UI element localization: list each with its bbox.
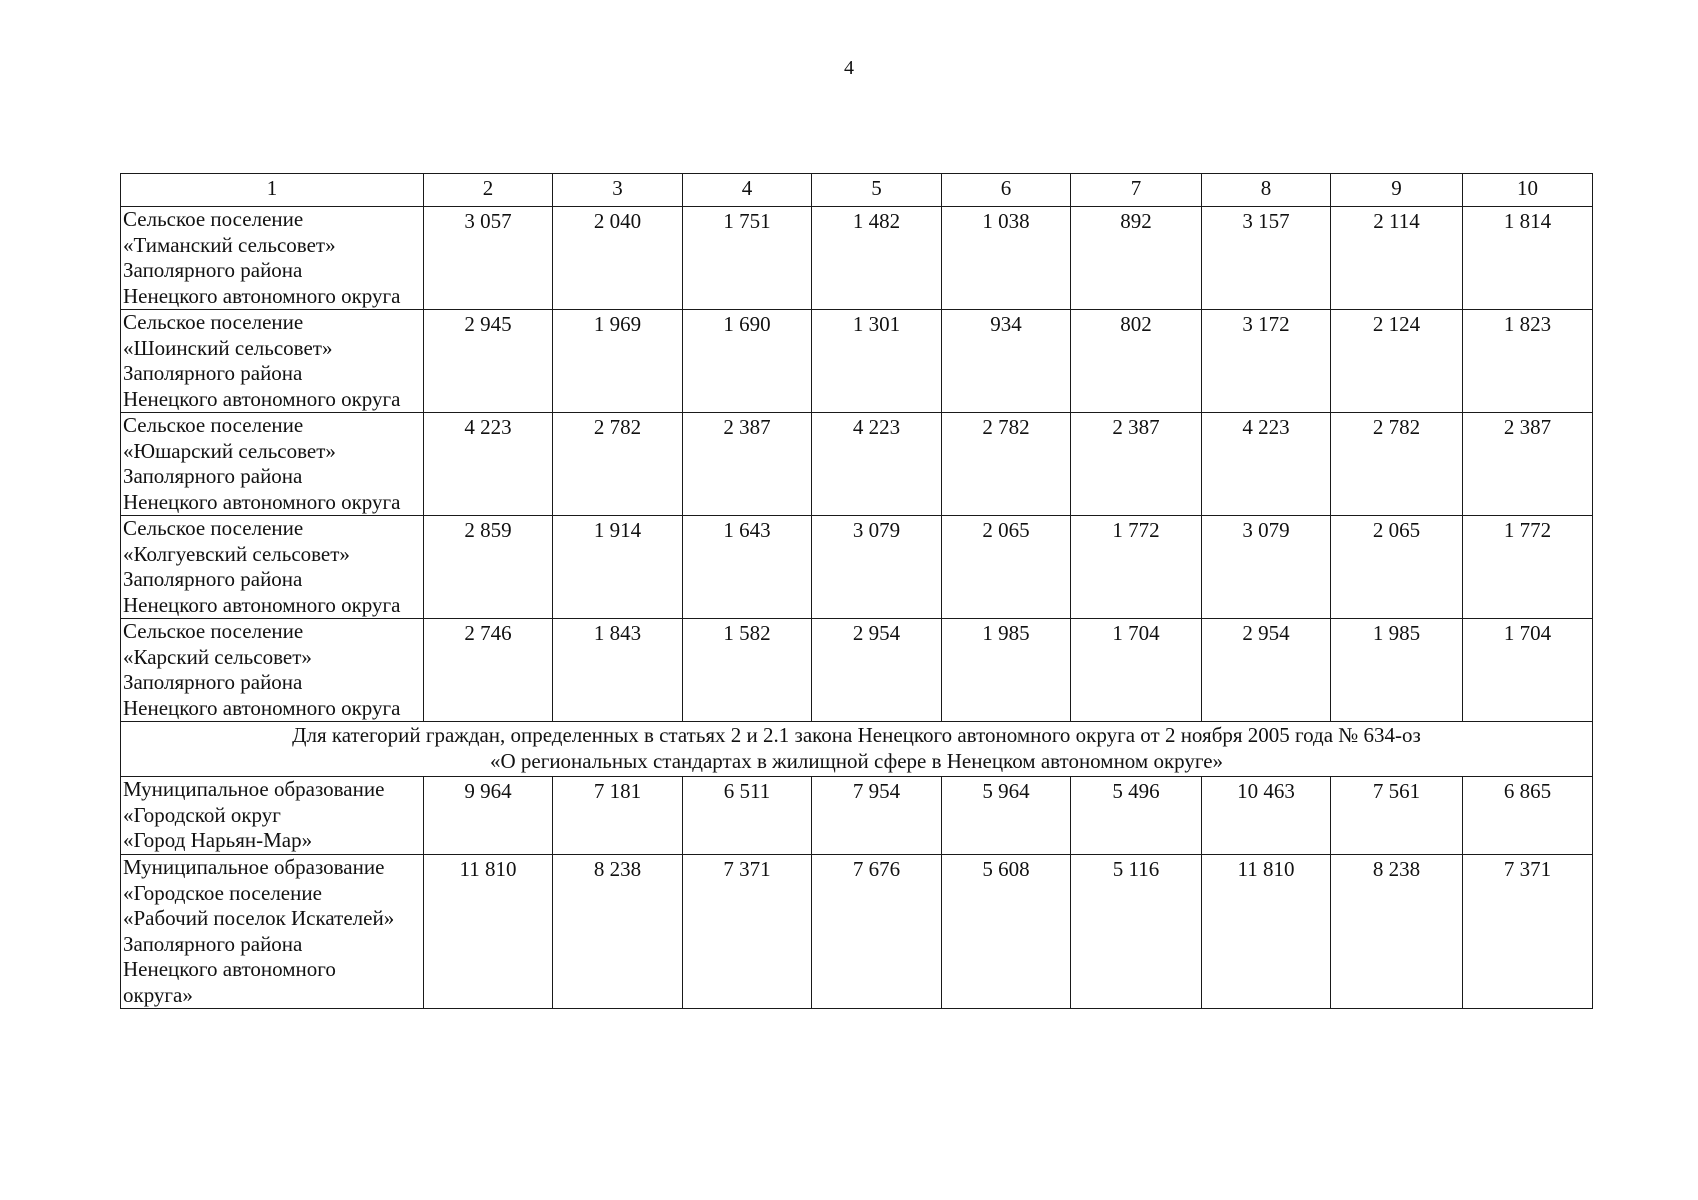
value-cell-col-7: 5 116 (1071, 855, 1202, 1009)
data-table (120, 173, 1593, 1009)
value-cell-col-9: 8 238 (1331, 855, 1463, 1009)
table-row (121, 413, 1593, 516)
row-name-cell (121, 619, 424, 722)
value-cell-col-2: 9 964 (424, 777, 553, 855)
row-name-line: Ненецкого автономного округа (123, 386, 401, 411)
row-name-line: Заполярного района (123, 258, 303, 282)
value-cell-col-4: 1 582 (683, 619, 812, 722)
row-name-line: «Городское поселение (123, 880, 322, 905)
value-cell-col-6: 1 038 (942, 207, 1071, 310)
row-name-cell (121, 777, 424, 855)
value-cell-col-10: 1 772 (1463, 516, 1593, 619)
row-name-line: «Город Нарьян-Мар» (123, 828, 313, 852)
value-cell-col-5: 3 079 (812, 516, 942, 619)
row-name-line: Ненецкого автономного округа (123, 592, 401, 617)
value-cell-col-2: 2 945 (424, 310, 553, 413)
column-header-row (121, 174, 1593, 207)
row-name-line: Сельское поселение (123, 207, 304, 231)
row-name-line: Заполярного района (123, 670, 303, 694)
column-header-8: 8 (1202, 174, 1331, 207)
table-row (121, 619, 1593, 722)
row-name-line: «Колгуевский сельсовет» (123, 541, 350, 566)
value-cell-col-5: 7 676 (812, 855, 942, 1009)
value-cell-col-2: 11 810 (424, 855, 553, 1009)
column-header-10: 10 (1463, 174, 1593, 207)
value-cell-col-6: 934 (942, 310, 1071, 413)
table-row (121, 777, 1593, 855)
value-cell-col-9: 2 782 (1331, 413, 1463, 516)
table-row (121, 855, 1593, 1009)
value-cell-col-7: 5 496 (1071, 777, 1202, 855)
value-cell-col-4: 1 643 (683, 516, 812, 619)
row-name-line: Ненецкого автономного округа (123, 283, 401, 308)
row-name-line: Заполярного района (123, 567, 303, 591)
row-name-line: «Юшарский сельсовет» (123, 438, 336, 463)
value-cell-col-6: 1 985 (942, 619, 1071, 722)
value-cell-col-9: 2 124 (1331, 310, 1463, 413)
value-cell-col-2: 3 057 (424, 207, 553, 310)
category-group-header-line: Для категорий граждан, определенных в статьях 2 и 2.1 закона Ненецкого автономного округа от 2 ноября 2005 года № 634-оз (292, 723, 1421, 747)
row-name-cell (121, 516, 424, 619)
value-cell-col-7: 1 704 (1071, 619, 1202, 722)
value-cell-col-5: 1 301 (812, 310, 942, 413)
value-cell-col-8: 3 172 (1202, 310, 1331, 413)
row-name-line: «Тиманский сельсовет» (123, 232, 336, 257)
row-name-cell (121, 413, 424, 516)
value-cell-col-4: 6 511 (683, 777, 812, 855)
row-name-line: «Карский сельсовет» (123, 644, 312, 669)
row-name-line: «Шоинский сельсовет» (123, 335, 333, 360)
value-cell-col-10: 6 865 (1463, 777, 1593, 855)
category-group-header (121, 722, 1593, 777)
value-cell-col-8: 2 954 (1202, 619, 1331, 722)
column-header-7: 7 (1071, 174, 1202, 207)
row-name-line: Сельское поселение (123, 310, 304, 334)
value-cell-col-10: 1 814 (1463, 207, 1593, 310)
value-cell-col-9: 7 561 (1331, 777, 1463, 855)
value-cell-col-3: 1 843 (553, 619, 683, 722)
row-name-line: Муниципальное образование (123, 777, 385, 801)
value-cell-col-2: 2 746 (424, 619, 553, 722)
value-cell-col-3: 1 914 (553, 516, 683, 619)
value-cell-col-2: 4 223 (424, 413, 553, 516)
table-row (121, 207, 1593, 310)
value-cell-col-4: 1 751 (683, 207, 812, 310)
row-name-line: Сельское поселение (123, 516, 304, 540)
category-group-header-line: «О региональных стандартах в жилищной сфере в Ненецком автономном округе» (489, 748, 1224, 773)
category-group-header-row (121, 722, 1593, 777)
value-cell-col-4: 1 690 (683, 310, 812, 413)
row-name-line: «Рабочий поселок Искателей» (123, 906, 395, 930)
value-cell-col-8: 3 157 (1202, 207, 1331, 310)
column-header-9: 9 (1331, 174, 1463, 207)
value-cell-col-9: 2 114 (1331, 207, 1463, 310)
row-name-cell (121, 207, 424, 310)
row-name-line: Заполярного района (123, 464, 303, 488)
value-cell-col-9: 1 985 (1331, 619, 1463, 722)
value-cell-col-10: 1 704 (1463, 619, 1593, 722)
value-cell-col-3: 8 238 (553, 855, 683, 1009)
value-cell-col-3: 2 040 (553, 207, 683, 310)
value-cell-col-10: 2 387 (1463, 413, 1593, 516)
table-row (121, 516, 1593, 619)
value-cell-col-5: 4 223 (812, 413, 942, 516)
value-cell-col-6: 5 608 (942, 855, 1071, 1009)
value-cell-col-6: 5 964 (942, 777, 1071, 855)
table-row (121, 310, 1593, 413)
row-name-cell (121, 855, 424, 1009)
row-name-line: Ненецкого автономного (123, 957, 336, 981)
column-header-6: 6 (942, 174, 1071, 207)
value-cell-col-3: 2 782 (553, 413, 683, 516)
table-body (121, 174, 1593, 1009)
row-name-cell (121, 310, 424, 413)
row-name-line: Ненецкого автономного округа (123, 695, 401, 720)
value-cell-col-3: 1 969 (553, 310, 683, 413)
value-cell-col-2: 2 859 (424, 516, 553, 619)
value-cell-col-5: 1 482 (812, 207, 942, 310)
row-name-line: Заполярного района (123, 361, 303, 385)
value-cell-col-3: 7 181 (553, 777, 683, 855)
row-name-line: округа» (123, 982, 193, 1007)
value-cell-col-8: 3 079 (1202, 516, 1331, 619)
value-cell-col-5: 2 954 (812, 619, 942, 722)
value-cell-col-10: 1 823 (1463, 310, 1593, 413)
value-cell-col-6: 2 782 (942, 413, 1071, 516)
value-cell-col-9: 2 065 (1331, 516, 1463, 619)
page-number: 4 (844, 57, 854, 79)
column-header-2: 2 (424, 174, 553, 207)
row-name-line: Сельское поселение (123, 413, 304, 437)
column-header-4: 4 (683, 174, 812, 207)
column-header-1: 1 (121, 174, 424, 207)
value-cell-col-8: 11 810 (1202, 855, 1331, 1009)
value-cell-col-7: 1 772 (1071, 516, 1202, 619)
row-name-line: Сельское поселение (123, 619, 304, 643)
value-cell-col-10: 7 371 (1463, 855, 1593, 1009)
value-cell-col-7: 802 (1071, 310, 1202, 413)
column-header-5: 5 (812, 174, 942, 207)
column-header-3: 3 (553, 174, 683, 207)
row-name-line: Заполярного района (123, 931, 303, 956)
value-cell-col-5: 7 954 (812, 777, 942, 855)
value-cell-col-7: 2 387 (1071, 413, 1202, 516)
row-name-line: Муниципальное образование (123, 855, 385, 879)
value-cell-col-8: 10 463 (1202, 777, 1331, 855)
value-cell-col-8: 4 223 (1202, 413, 1331, 516)
row-name-line: «Городской округ (123, 802, 281, 827)
value-cell-col-6: 2 065 (942, 516, 1071, 619)
value-cell-col-4: 2 387 (683, 413, 812, 516)
value-cell-col-7: 892 (1071, 207, 1202, 310)
value-cell-col-4: 7 371 (683, 855, 812, 1009)
row-name-line: Ненецкого автономного округа (123, 489, 401, 514)
